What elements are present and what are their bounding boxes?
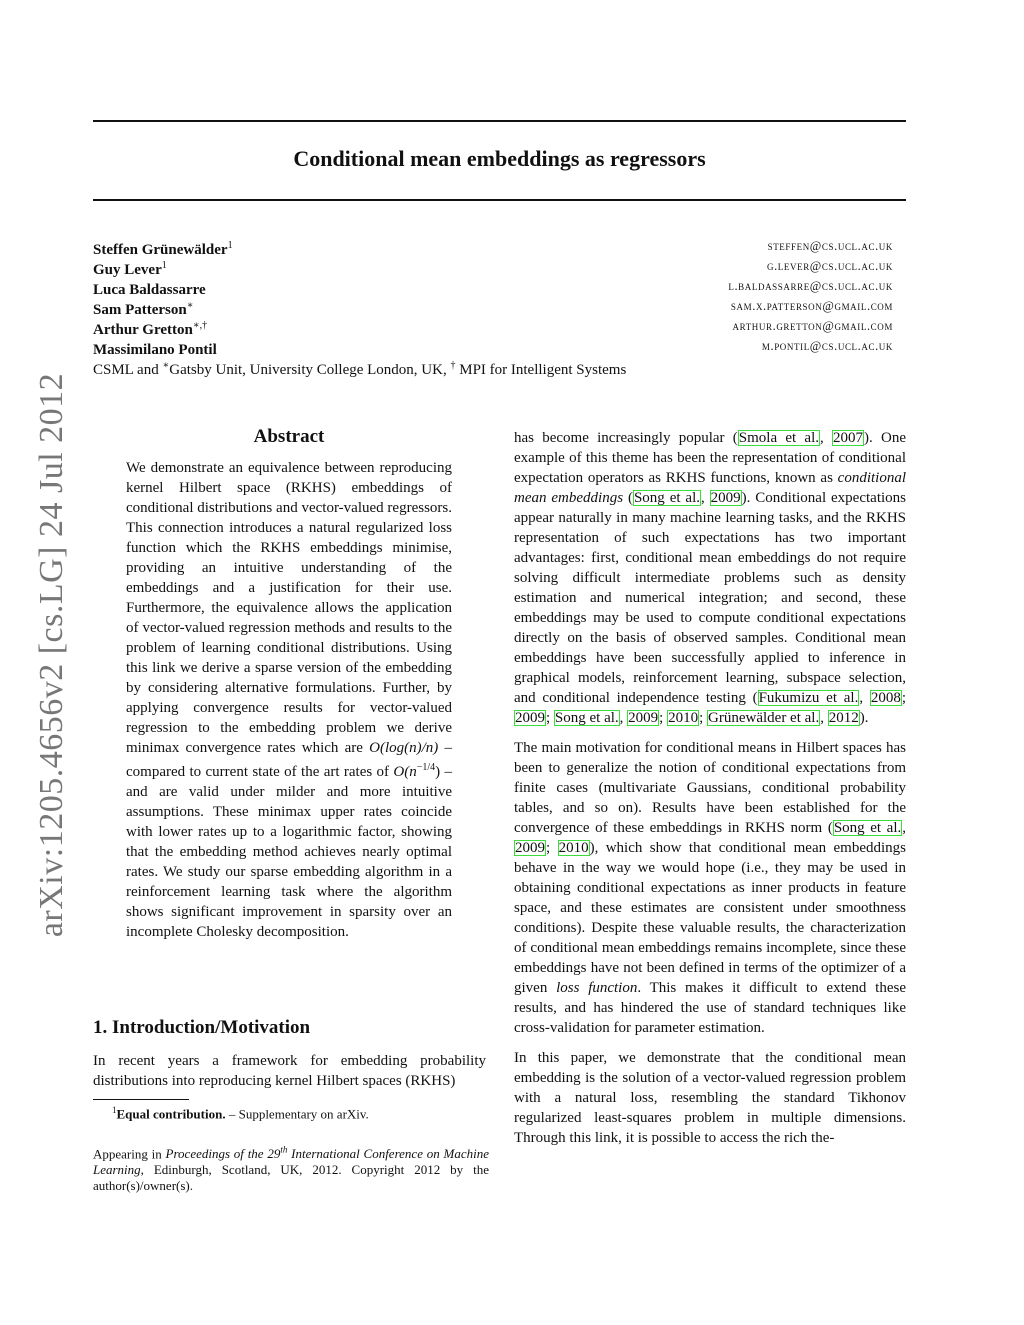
citation-link[interactable]: 2008 [870,690,901,706]
section-heading-intro: 1. Introduction/Motivation [93,1017,311,1038]
arxiv-stamp: arXiv:1205.4656v2 [cs.LG] 24 Jul 2012 [33,372,70,938]
right-column [514,428,906,1158]
citation-link[interactable]: 2009 [628,710,659,726]
author-name: Guy Lever$^1$ [93,260,167,278]
footnote-divider [93,1099,189,1100]
citation-link[interactable]: 2009 [515,840,545,856]
author-email[interactable]: sam.x.patterson@gmail.com [730,299,893,313]
author-row [93,276,893,296]
intro-paragraph: In recent years a framework for embedding probability distributions into reproducing kernel Hilbert spaces (RKHS) [93,1053,486,1089]
citation-link[interactable]: 2012 [828,710,859,726]
author-email[interactable]: g.lever@cs.ucl.ac.uk [766,259,893,273]
citation-link[interactable]: 2007 [833,430,863,446]
citation-link[interactable]: Grünewälder et al. [708,710,820,726]
citation-link[interactable]: Song et al. [633,490,700,506]
citation-link[interactable]: 2010 [668,710,699,726]
citation-link[interactable]: 2009 [710,490,741,506]
author-name: Arthur Gretton∗,† [93,320,208,338]
author-name: Massimilano Pontil [93,342,217,358]
author-row [93,256,893,276]
citation-link[interactable]: Song et al. [554,710,619,726]
author-name: Luca Baldassarre [93,282,206,298]
citation-link[interactable]: Smola et al. [738,430,819,446]
author-row [93,316,893,336]
citation-link[interactable]: Fukumizu et al. [758,690,859,706]
author-email[interactable]: arthur.gretton@gmail.com [732,319,893,333]
affiliation-line: CSML and ∗Gatsby Unit, University College London, UK, † MPI for Intelligent Systems [93,360,627,378]
author-name: Sam Patterson∗ [93,300,194,318]
venue-note: Appearing in Proceedings of the 29th International Conference on Machine Learning, Edinburgh, Scotland, UK, 2012. Copyright 2012 by the author(s)/owner(s). [93,1145,489,1194]
author-row [93,336,893,356]
citation-link[interactable]: 2009 [515,710,545,726]
paragraph: has become increasingly popular (Smola et al., 2007). One example of this theme has been the representation of conditional expectation operators as RKHS functions, known as conditional mean embeddings (Song et al., 2009). Conditional expectations appear naturally in many machine learning tasks, and the RKHS representation of such expectations has two important advantages: first, conditional mean embeddings do not require solving difficult intermediate problems such as density estimation and numerical integration; and second, these embeddings may be used to compute conditional expectations directly on the basis of observed samples. Conditional mean embeddings have been successfully applied to inference in graphical models, reinforcement learning, subspace selection, and conditional independence testing (Fukumizu et al., 2008; 2009; Song et al., 2009; 2010; Grünewälder et al., 2012). [514,430,906,726]
abstract-heading: Abstract [253,426,325,447]
author-email[interactable]: m.pontil@cs.ucl.ac.uk [761,339,893,353]
citation-link[interactable]: 2010 [558,840,589,856]
author-row [93,236,893,256]
author-name: Steffen Grünewälder$^1$ [93,240,233,258]
abstract-body: We demonstrate an equivalence between reproducing kernel Hilbert space (RKHS) embeddings of conditional distributions and vector-valued regressors. This connection introduces a natural regularized loss function which the RKHS embeddings minimise, providing an intuitive understanding of the embeddings and a justification for their use. Furthermore, the equivalence allows the application of vector-valued regression methods and results to the problem of learning conditional distributions. Using this link we derive a sparse version of the embedding by considering alternative formulations. Further, by applying convergence results for vector-valued regression to the embedding problem we derive minimax convergence rates which are O(log(n)/n) – compared to current state of the art rates of $O(n^{-1/4})$ – and are valid under milder and more intuitive assumptions. These minimax upper rates coincide with lower rates up to a logarithmic factor, showing that the embedding method achieves nearly optimal rates. We study our sparse embedding algorithm in a reinforcement learning task where the algorithm shows significant improvement in sparsity over an incomplete Cholesky decomposition. [126,460,453,940]
author-block [93,236,893,356]
paragraph: In this paper, we demonstrate that the conditional mean embedding is the solution of a vector-valued regression problem with a natural loss, resembling the standard Tikhonov regularized least-squares problem in multiple dimensions. Through this link, it is possible to access the rich the- [514,1050,906,1146]
title-rule-top [93,120,906,122]
citation-link[interactable]: Song et al. [833,820,902,836]
paper-title: Conditional mean embeddings as regressors [293,146,706,171]
author-email[interactable]: steffen@cs.ucl.ac.uk [767,239,893,253]
paragraph: The main motivation for conditional means in Hilbert spaces has been to generalize the notion of conditional expectations from finite cases (multivariate Gaussians, conditional probability tables, and so on). Results have been established for the convergence of these embeddings in RKHS norm (Song et al., 2009; 2010), which show that conditional mean embeddings behave in the way we would hope (i.e., they may be used in obtaining conditional expectations as inner products in feature space, and these estimates are consistent under smoothness conditions). Despite these valuable results, the characterization of conditional mean embeddings remains incomplete, since these embeddings have not been defined in terms of the optimizer of a given loss function. This makes it difficult to extend these results, and has hindered the use of standard techniques like cross-validation for parameter estimation. [514,740,906,1036]
footnote: $^1$Equal contribution. – Supplementary on arXiv. [112,1105,369,1122]
author-row [93,296,893,316]
author-email[interactable]: l.baldassarre@cs.ucl.ac.uk [728,279,893,293]
title-rule-bottom [93,199,906,201]
